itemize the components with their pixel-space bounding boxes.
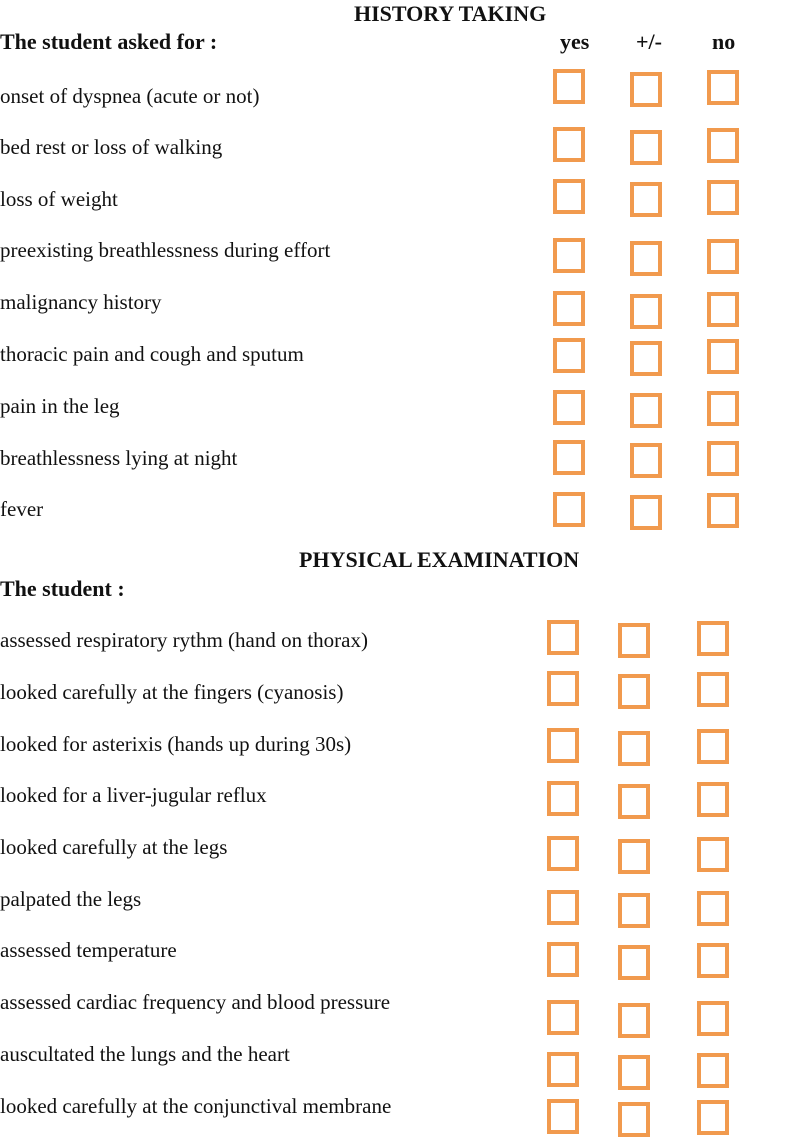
no-checkbox[interactable] bbox=[707, 239, 739, 274]
yes-checkbox[interactable] bbox=[553, 291, 585, 326]
item-label: looked for asterixis (hands up during 30s) bbox=[0, 732, 352, 756]
item-label: looked for a liver-jugular reflux bbox=[0, 783, 267, 807]
partial-checkbox[interactable] bbox=[630, 393, 662, 428]
partial-checkbox[interactable] bbox=[618, 839, 650, 874]
item-label: palpated the legs bbox=[0, 887, 142, 911]
no-checkbox[interactable] bbox=[707, 391, 739, 426]
no-checkbox[interactable] bbox=[707, 493, 739, 528]
section-title-physical: PHYSICAL EXAMINATION bbox=[299, 547, 580, 572]
partial-checkbox[interactable] bbox=[618, 893, 650, 928]
item-label: breathlessness lying at night bbox=[0, 446, 238, 470]
item-label: thoracic pain and cough and sputum bbox=[0, 342, 304, 366]
partial-checkbox[interactable] bbox=[630, 72, 662, 107]
yes-checkbox[interactable] bbox=[547, 781, 579, 816]
yes-checkbox[interactable] bbox=[553, 338, 585, 373]
item-label: assessed temperature bbox=[0, 938, 177, 962]
item-label: assessed cardiac frequency and blood pressure bbox=[0, 990, 391, 1014]
yes-checkbox[interactable] bbox=[553, 127, 585, 162]
item-label: fever bbox=[0, 497, 44, 521]
item-label: looked carefully at the legs bbox=[0, 835, 228, 859]
section-title-history: HISTORY TAKING bbox=[354, 1, 547, 26]
no-checkbox[interactable] bbox=[707, 70, 739, 105]
yes-checkbox[interactable] bbox=[553, 179, 585, 214]
partial-checkbox[interactable] bbox=[618, 784, 650, 819]
partial-checkbox[interactable] bbox=[618, 1055, 650, 1090]
yes-checkbox[interactable] bbox=[547, 1052, 579, 1087]
no-checkbox[interactable] bbox=[697, 837, 729, 872]
item-label: bed rest or loss of walking bbox=[0, 135, 223, 159]
item-label: malignancy history bbox=[0, 290, 162, 314]
partial-checkbox[interactable] bbox=[618, 1003, 650, 1038]
item-label: assessed respiratory rythm (hand on thorax) bbox=[0, 628, 368, 652]
yes-checkbox[interactable] bbox=[553, 238, 585, 273]
no-checkbox[interactable] bbox=[697, 729, 729, 764]
item-label: auscultated the lungs and the heart bbox=[0, 1042, 290, 1066]
no-checkbox[interactable] bbox=[697, 1100, 729, 1135]
yes-checkbox[interactable] bbox=[553, 69, 585, 104]
partial-checkbox[interactable] bbox=[618, 1102, 650, 1137]
yes-checkbox[interactable] bbox=[547, 1099, 579, 1134]
column-header-yes: yes bbox=[560, 29, 590, 54]
section-subtitle-physical: The student : bbox=[0, 576, 125, 601]
no-checkbox[interactable] bbox=[697, 891, 729, 926]
item-label: loss of weight bbox=[0, 187, 118, 211]
yes-checkbox[interactable] bbox=[547, 728, 579, 763]
item-label: looked carefully at the fingers (cyanosis) bbox=[0, 680, 344, 704]
partial-checkbox[interactable] bbox=[630, 341, 662, 376]
yes-checkbox[interactable] bbox=[547, 942, 579, 977]
yes-checkbox[interactable] bbox=[547, 620, 579, 655]
no-checkbox[interactable] bbox=[707, 128, 739, 163]
partial-checkbox[interactable] bbox=[630, 495, 662, 530]
no-checkbox[interactable] bbox=[697, 621, 729, 656]
item-label: onset of dyspnea (acute or not) bbox=[0, 84, 260, 108]
partial-checkbox[interactable] bbox=[618, 674, 650, 709]
partial-checkbox[interactable] bbox=[618, 731, 650, 766]
no-checkbox[interactable] bbox=[697, 672, 729, 707]
no-checkbox[interactable] bbox=[707, 441, 739, 476]
no-checkbox[interactable] bbox=[697, 1053, 729, 1088]
yes-checkbox[interactable] bbox=[547, 890, 579, 925]
yes-checkbox[interactable] bbox=[547, 836, 579, 871]
partial-checkbox[interactable] bbox=[630, 241, 662, 276]
yes-checkbox[interactable] bbox=[553, 390, 585, 425]
no-checkbox[interactable] bbox=[707, 180, 739, 215]
no-checkbox[interactable] bbox=[697, 1001, 729, 1036]
no-checkbox[interactable] bbox=[707, 339, 739, 374]
no-checkbox[interactable] bbox=[697, 782, 729, 817]
yes-checkbox[interactable] bbox=[547, 1000, 579, 1035]
partial-checkbox[interactable] bbox=[618, 623, 650, 658]
column-header-partial: +/- bbox=[636, 29, 662, 54]
column-header-no: no bbox=[712, 29, 736, 54]
yes-checkbox[interactable] bbox=[547, 671, 579, 706]
no-checkbox[interactable] bbox=[697, 943, 729, 978]
yes-checkbox[interactable] bbox=[553, 440, 585, 475]
item-label: looked carefully at the conjunctival membrane bbox=[0, 1094, 392, 1118]
item-label: preexisting breathlessness during effort bbox=[0, 238, 331, 262]
partial-checkbox[interactable] bbox=[630, 182, 662, 217]
partial-checkbox[interactable] bbox=[630, 294, 662, 329]
section-subtitle-history: The student asked for : bbox=[0, 29, 218, 54]
yes-checkbox[interactable] bbox=[553, 492, 585, 527]
item-label: pain in the leg bbox=[0, 394, 120, 418]
no-checkbox[interactable] bbox=[707, 292, 739, 327]
partial-checkbox[interactable] bbox=[630, 130, 662, 165]
partial-checkbox[interactable] bbox=[618, 945, 650, 980]
partial-checkbox[interactable] bbox=[630, 443, 662, 478]
